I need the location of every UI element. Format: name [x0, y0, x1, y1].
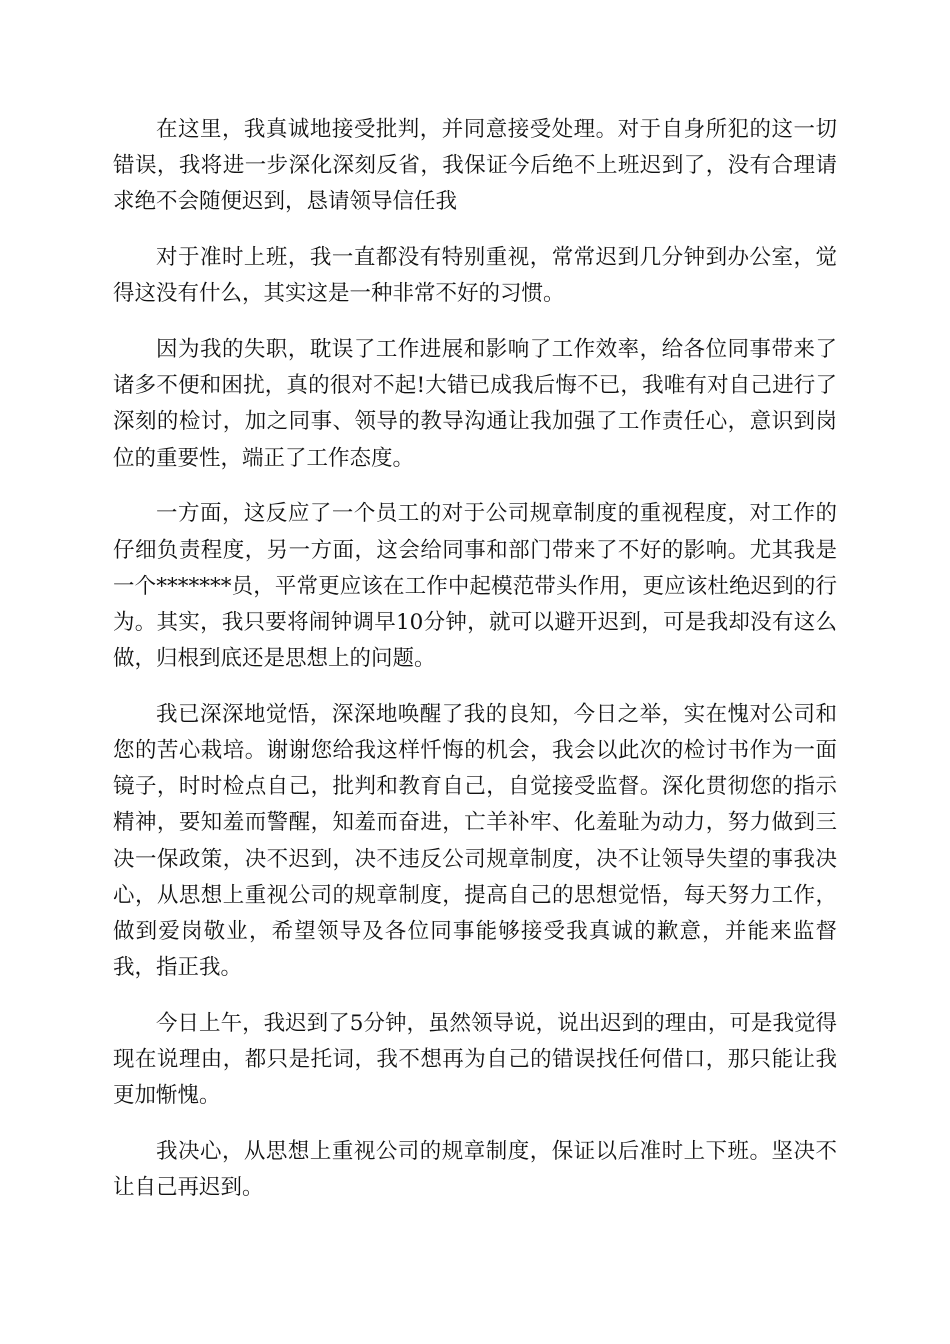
- paragraph-3: 因为我的失职，耽误了工作进展和影响了工作效率，给各位同事带来了诸多不便和困扰，真的很对不起!大错已成我后悔不已，我唯有对自己进行了深刻的检讨，加之同事、领导的教导沟通让我加强了工作责任心，意识到岗位的重要性，端正了工作态度。: [113, 337, 837, 471]
- document-body: [113, 112, 837, 1226]
- paragraph-5: 我已深深地觉悟，深深地唤醒了我的良知，今日之举，实在愧对公司和您的苦心栽培。谢谢您给我这样忏悔的机会，我会以此次的检讨书作为一面镜子，时时检点自己，批判和教育自己，自觉接受监督。深化贯彻您的指示精神，要知羞而警醒，知羞而奋进，亡羊补牢、化羞耻为动力，努力做到三决一保政策，决不迟到，决不违反公司规章制度，决不让领导失望的事我决心，从思想上重视公司的规章制度，提高自己的思想觉悟，每天努力工作，做到爱岗敬业，希望领导及各位同事能够接受我真诚的歉意，并能来监督我，指正我。: [113, 701, 837, 981]
- paragraph-6: 今日上午，我迟到了5分钟，虽然领导说，说出迟到的理由，可是我觉得现在说理由，都只是托词，我不想再为自己的错误找任何借口，那只能让我更加惭愧。: [113, 1010, 837, 1109]
- paragraph-7: 我决心，从思想上重视公司的规章制度，保证以后准时上下班。坚决不让自己再迟到。: [113, 1139, 837, 1201]
- paragraph-4: 一方面，这反应了一个员工的对于公司规章制度的重视程度，对工作的仔细负责程度，另一方面，这会给同事和部门带来了不好的影响。尤其我是一个*******员，平常更应该在工作中起模范带头作用，更应该杜绝迟到的行为。其实，我只要将闹钟调早10分钟，就可以避开迟到，可是我却没有这么做，归根到底还是思想上的问题。: [113, 501, 837, 672]
- paragraph-1: 在这里，我真诚地接受批判，并同意接受处理。对于自身所犯的这一切错误，我将进一步深化深刻反省，我保证今后绝不上班迟到了，没有合理请求绝不会随便迟到，恳请领导信任我: [113, 117, 837, 215]
- paragraph-2: 对于准时上班，我一直都没有特别重视，常常迟到几分钟到办公室，觉得这没有什么，其实这是一种非常不好的习惯。: [113, 245, 837, 307]
